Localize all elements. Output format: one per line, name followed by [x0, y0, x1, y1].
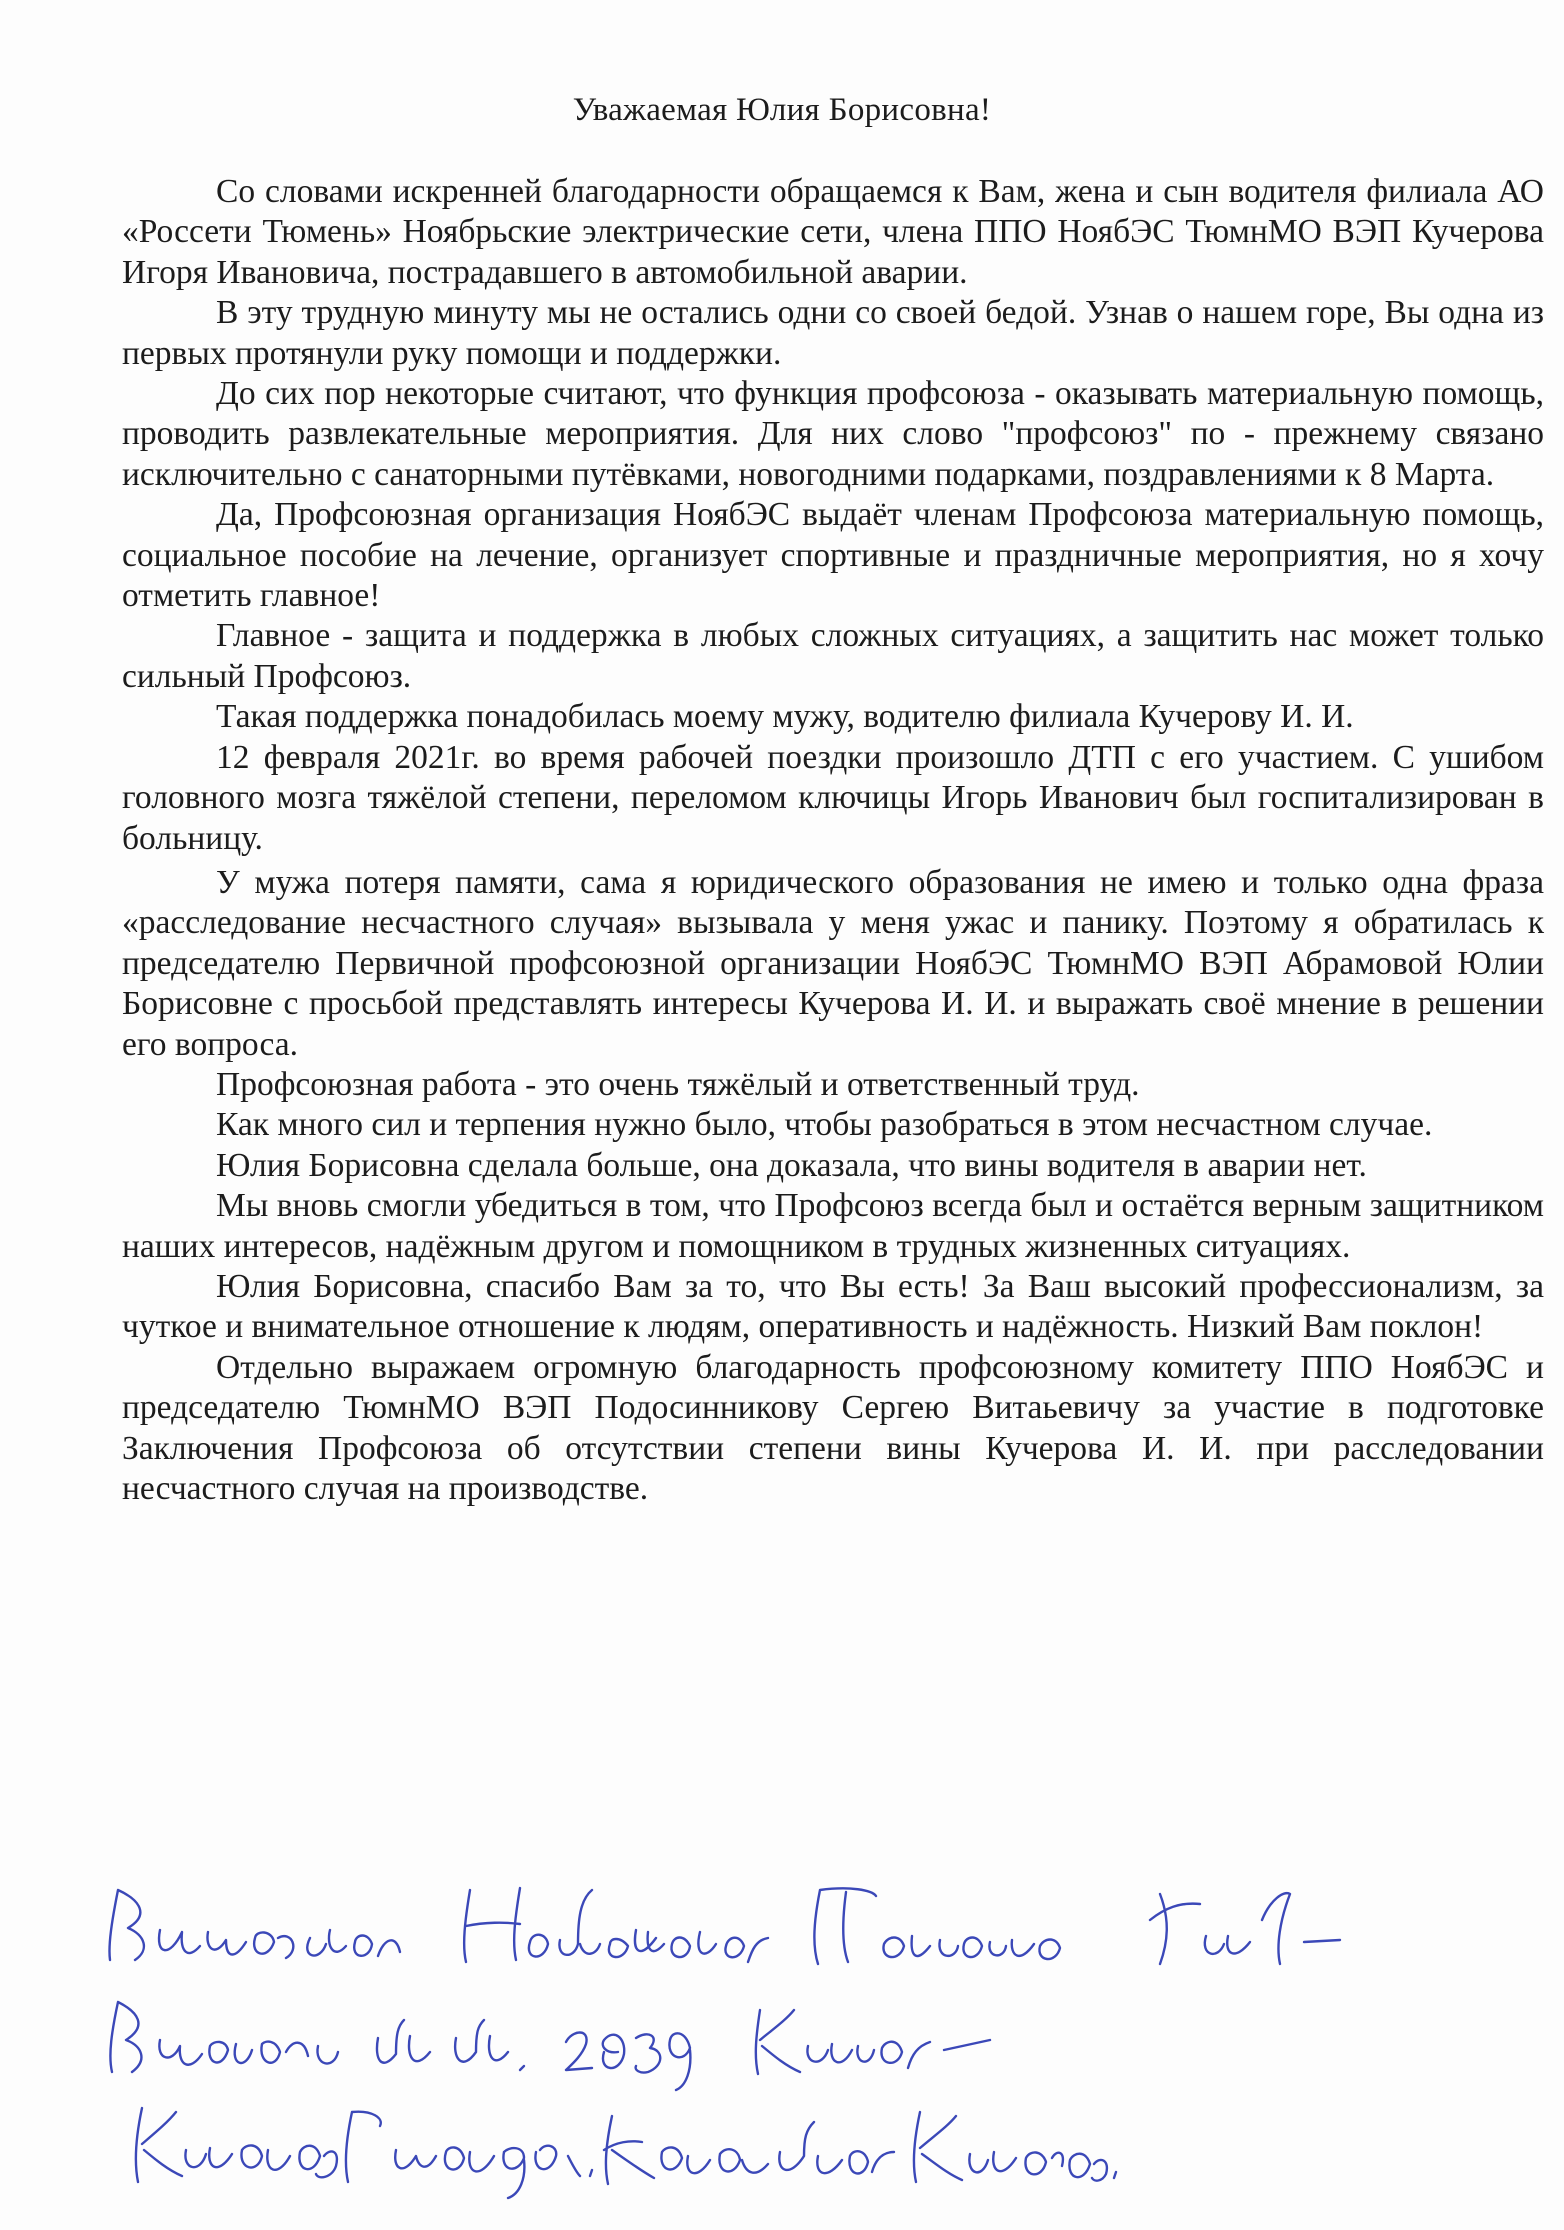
paragraph-investigation: У мужа потеря памяти, сама я юридического образования не имею и только одна фраза «расследование несчастного случая» вызывала у меня ужас и панику. Поэтому я обратилась к председателю Первичной профсоюзной организации НоябЭС ТюмнМО ВЭП Абрамовой Юлии Борисовне с просьбой представлять интересы Кучерова И. И. и выражать своё мнение в решении его вопроса.: [122, 863, 1544, 1063]
paragraph-union-work: Профсоюзная работа - это очень тяжёлый и ответственный труд.: [216, 1065, 1140, 1103]
signature-line-3: [136, 2108, 1116, 2198]
paragraph-no-fault: Юлия Борисовна сделала больше, она доказала, что вины водителя в аварии нет.: [216, 1146, 1367, 1184]
signatures-drawing: [0, 1860, 1564, 2220]
signature-line-2: [110, 2002, 990, 2090]
paragraph-thanks: Юлия Борисовна, спасибо Вам за то, что Вы есть! За Ваш высокий профессионализм, за чуткое и внимательное отношение к людям, оперативность и надёжность. Низкий Вам поклон!: [122, 1267, 1544, 1346]
handwritten-signatures: [0, 1860, 1564, 2220]
paragraph-protection: Главное - защита и поддержка в любых сложных ситуациях, а защитить нас может только сильный Профсоюз.: [122, 617, 1544, 695]
paragraph-husband-support: Такая поддержка понадобилась моему мужу, водителю филиала Кучерову И. И.: [216, 698, 1354, 736]
paragraph-patience: Как много сил и терпения нужно было, чтобы разобраться в этом несчастном случае.: [216, 1106, 1433, 1144]
greeting-heading: Уважаемая Юлия Борисовна!: [572, 92, 992, 128]
paragraph-trust: Мы вновь смогли убедиться в том, что Профсоюз всегда был и остаётся верным защитником наших интересов, надёжным другом и помощником в трудных жизненных ситуациях.: [122, 1187, 1544, 1265]
letter-body: [122, 172, 1544, 1509]
paragraph-accident: 12 февраля 2021г. во время рабочей поездки произошло ДТП с его участием. С ушибом головного мозга тяжёлой степени, переломом ключицы Игорь Иванович был госпитализирован в больницу.: [122, 738, 1544, 857]
paragraph-union-support: Да, Профсоюзная организация НоябЭС выдаёт членам Профсоюза материальную помощь, социальное пособие на лечение, организует спортивные и праздничные мероприятия, но я хочу отметить главное!: [122, 496, 1544, 615]
paragraph-gratitude: Со словами искренней благодарности обращаемся к Вам, жена и сын водителя филиала АО «Россети Тюмень» Ноябрьские электрические сети, члена ППО НоябЭС ТюмнМО ВЭП Кучерова Игоря Ивановича, пострадавшего в автомобильной аварии.: [122, 173, 1544, 291]
signature-line-1: [109, 1888, 1340, 1964]
paragraph-difficult-minute: В эту трудную минуту мы не остались одни со своей бедой. Узнав о нашем горе, Вы одна из первых протянули руку помощи и поддержки.: [122, 294, 1544, 372]
paragraph-union-function: До сих пор некоторые считают, что функция профсоюза - оказывать материальную помощь, проводить развлекательные мероприятия. Для них слово "профсоюз" по - прежнему связано исключительно с санаторными путёвками, новогодними подарками, поздравлениями к 8 Марта.: [122, 375, 1544, 493]
paragraph-committee-thanks: Отдельно выражаем огромную благодарность профсоюзному комитету ППО НоябЭС и председателю ТюмнМО ВЭП Подосинникову Сергею Витаьевичу за участие в подготовке Заключения Профсоюза об отсутствии степени вины Кучерова И. И. при расследовании несчастного случая на производстве.: [122, 1348, 1544, 1507]
